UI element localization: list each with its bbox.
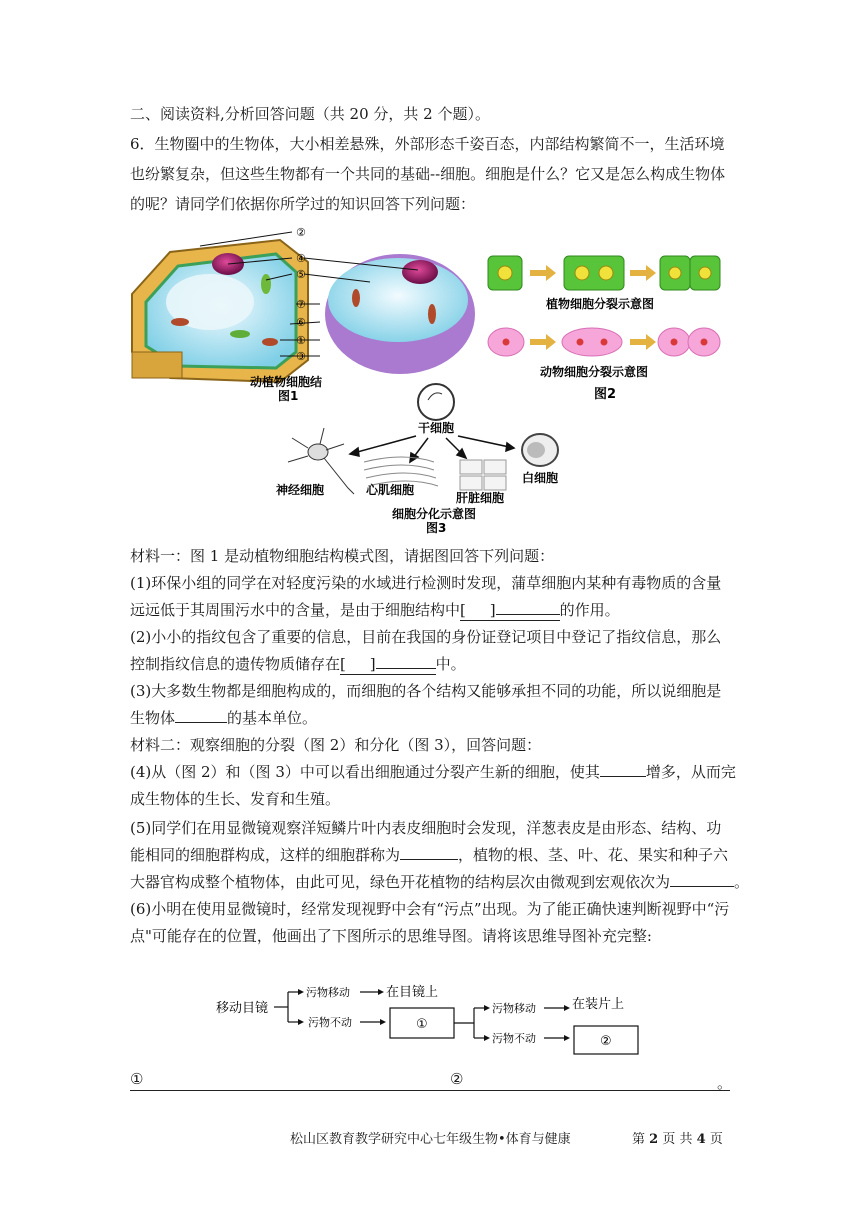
fig3-caption-a: 细胞分化示意图 bbox=[392, 507, 477, 521]
q5-line-2 bbox=[130, 845, 728, 865]
q6-intro-line-1: 6．生物圈中的生物体，大小相差悬殊，外部形态千姿百态，内部结构繁简不一，生活环境 bbox=[130, 135, 725, 153]
fig1-label-1: ① bbox=[296, 334, 306, 347]
figure-3-cell-differentiation bbox=[260, 378, 590, 534]
q2-text-post: 中。 bbox=[435, 655, 466, 673]
q5-line-3 bbox=[130, 872, 749, 892]
q6-intro-line-3: 的呢？请同学们依据你所学过的知识回答下列问题： bbox=[130, 195, 476, 213]
fig3-heart-label: 心肌细胞 bbox=[366, 483, 415, 497]
footer-page-post: 页 bbox=[709, 1132, 723, 1147]
answer-mark-1: ① bbox=[130, 1070, 144, 1088]
mindmap-start: 移动目镜 bbox=[216, 1001, 269, 1016]
q5-text-pre: 能相同的细胞群构成，这样的细胞群称为 bbox=[130, 846, 401, 864]
q3-line-2 bbox=[130, 708, 317, 728]
mindmap-box-2: ② bbox=[600, 1034, 612, 1049]
q5-line-1: (5)同学们在用显微镜观察洋短鳞片叶内表皮细胞时会发现，洋葱表皮是由形态、结构、功 bbox=[130, 819, 722, 837]
footer-page-pre: 第 bbox=[632, 1132, 646, 1147]
q5-text-end: 。 bbox=[734, 873, 750, 891]
answer-mark-2: ② bbox=[450, 1070, 464, 1088]
fig3-nerve-label: 神经细胞 bbox=[276, 483, 325, 497]
footer-page-current: 2 bbox=[649, 1132, 659, 1147]
mindmap-moves-2: 污物移动 bbox=[492, 1002, 536, 1015]
mindmap-result-2: 在装片上 bbox=[572, 997, 625, 1012]
q5-answer-blank-2[interactable] bbox=[670, 872, 734, 887]
answer-line[interactable] bbox=[130, 1070, 730, 1091]
figure-1-cell-structure bbox=[130, 222, 480, 402]
q3-text-pre: 生物体 bbox=[130, 709, 176, 727]
q3-line-1: (3)大多数生物都是细胞构成的，而细胞的各个结构又能够承担不同的功能，所以说细胞是 bbox=[130, 682, 722, 700]
fig1-label-2: ② bbox=[296, 226, 306, 239]
fig1-label-7: ⑦ bbox=[296, 298, 306, 311]
q2-line-2 bbox=[130, 654, 466, 675]
q2-text-pre: 控制指纹信息的遗传物质储存在 bbox=[130, 655, 341, 673]
fig1-label-5: ⑤ bbox=[296, 268, 306, 281]
fig1-caption-b: 图1 bbox=[278, 389, 299, 402]
q4-line-2: 成生物体的生长、发育和生殖。 bbox=[130, 790, 341, 808]
section-title: 二、阅读资料,分析回答问题（共 20 分，共 2 个题）。 bbox=[130, 105, 490, 123]
q4-text-post: 增多，从而完 bbox=[645, 763, 736, 781]
material-2-intro: 材料二：观察细胞的分裂（图 2）和分化（图 3），回答问题： bbox=[130, 736, 542, 754]
answer-end: 。 bbox=[716, 1074, 732, 1092]
q1-answer-bracket[interactable]: [ ] bbox=[460, 600, 560, 621]
mindmap-moves-1: 污物移动 bbox=[306, 986, 350, 999]
q5-text-mid: ，植物的根、茎、叶、花、果实和种子六 bbox=[458, 846, 729, 864]
q3-text-post: 的基本单位。 bbox=[227, 709, 318, 727]
fig1-label-6: ⑥ bbox=[296, 316, 306, 329]
q4-line-1 bbox=[130, 762, 736, 782]
fig3-white-label: 白细胞 bbox=[522, 471, 559, 485]
fig3-liver-label: 肝脏细胞 bbox=[456, 491, 505, 505]
q1-line-1: (1)环保小组的同学在对轻度污染的水域进行检测时发现，蒲草细胞内某种有毒物质的含量 bbox=[130, 574, 722, 592]
fig1-caption-a: 动植物细胞结 bbox=[250, 375, 323, 389]
q1-line-2 bbox=[130, 600, 620, 621]
stem-cell bbox=[418, 384, 454, 420]
q1-text-post: 的作用。 bbox=[559, 601, 620, 619]
fig1-label-3: ③ bbox=[296, 350, 306, 363]
fig2-plant-caption: 植物细胞分裂示意图 bbox=[546, 297, 655, 311]
q4-answer-blank[interactable] bbox=[600, 762, 646, 777]
material-1-intro: 材料一：图 1 是动植物细胞结构模式图，请据图回答下列问题： bbox=[130, 547, 555, 565]
q6-line-2: 点"可能存在的位置，他画出了下图所示的思维导图。请将该思维导图补充完整: bbox=[130, 927, 652, 945]
fig2-animal-caption: 动物细胞分裂示意图 bbox=[540, 365, 649, 379]
fig1-label-4: ④ bbox=[296, 252, 306, 265]
fig3-stem-label: 干细胞 bbox=[418, 421, 455, 435]
footer-source: 松山区教育教学研究中心七年级生物•体育与健康 bbox=[290, 1132, 571, 1147]
footer-page-mid: 页 共 bbox=[662, 1132, 693, 1147]
fig3-caption-b: 图3 bbox=[426, 521, 447, 534]
q6-intro-line-2: 也纷繁复杂，但这些生物都有一个共同的基础--细胞。细胞是什么？它又是怎么构成生物体 bbox=[130, 165, 726, 183]
q5-text-pre-2: 大器官构成整个植物体，由此可见，绿色开花植物的结构层次由微观到宏观依次为 bbox=[130, 873, 671, 891]
q2-line-1: (2)小小的指纹包含了重要的信息，目前在我国的身份证登记项目中登记了指纹信息，那么 bbox=[130, 628, 722, 646]
q6-line-1: (6)小明在使用显微镜时，经常发现视野中会有“污点”出现。为了能正确快速判断视野中“污 bbox=[130, 900, 730, 918]
q2-answer-bracket[interactable]: [ ] bbox=[340, 654, 436, 675]
q1-text-pre: 远远低于其周围污水中的含量，是由于细胞结构中 bbox=[130, 601, 461, 619]
q3-answer-blank[interactable] bbox=[175, 708, 227, 723]
q5-answer-blank-1[interactable] bbox=[400, 845, 458, 860]
mindmap-box-1: ① bbox=[416, 1017, 428, 1032]
footer-page-total: 4 bbox=[696, 1132, 706, 1147]
mindmap-still-2: 污物不动 bbox=[492, 1032, 536, 1045]
mindmap-still-1: 污物不动 bbox=[308, 1016, 352, 1029]
fig2-caption: 图2 bbox=[594, 387, 617, 402]
mindmap-result-1: 在目镜上 bbox=[386, 985, 439, 1000]
q4-text-pre: (4)从（图 2）和（图 3）中可以看出细胞通过分裂产生新的细胞，使其 bbox=[130, 763, 600, 781]
animal-nucleus bbox=[402, 260, 438, 284]
footer-page-number bbox=[632, 1128, 723, 1147]
mind-map-diagram bbox=[212, 978, 652, 1064]
